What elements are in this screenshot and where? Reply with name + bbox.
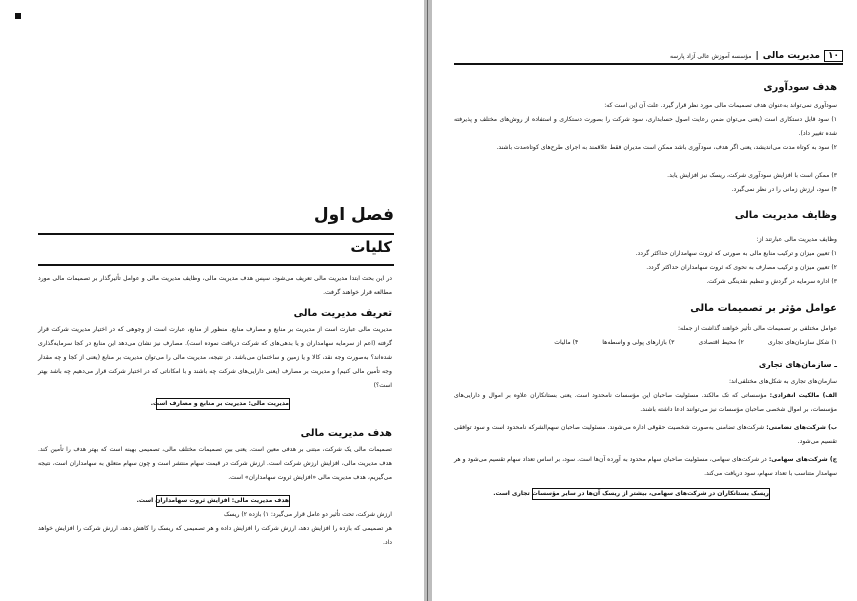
duties-item-1: ۱) تعیین میزان و ترکیب منابع مالی به صورتی که ثروت سهامداران حداکثر گردد. (635, 250, 837, 257)
factors-heading: عوامل مؤثر بر تصمیمات مالی (690, 303, 837, 314)
profit-item-2: ۲) سود به کوتاه مدت می‌اندیشد، یعنی اگر هدف، سودآوری باشد ممکن است مدیران فقط علاقمند به اجرای طرح‌های کوتاه‌مدت باشند. (496, 144, 837, 151)
definition-heading: تعریف مدیریت مالی (293, 308, 392, 319)
duties-heading: وظایف مدیریت مالی (734, 210, 837, 221)
org-heading: ـ سازمان‌های تجاری (758, 360, 837, 369)
goal-tail-1: ارزش شرکت، تحت تأثیر دو عامل قرار می‌گیرد: ۱) بازده ۲) ریسک (223, 511, 392, 518)
definition-box: مدیریت مالی: مدیریت بر منابع و مصارف است. (156, 398, 290, 410)
org-b-label: ب) شرکت‌های تضامنی: (766, 424, 837, 431)
book-gutter (424, 0, 432, 601)
running-header (670, 50, 843, 62)
profit-intro: سودآوری نمی‌تواند به‌عنوان هدف تصمیمات مالی مورد نظر قرار گیرد. علت آن این است که: (604, 102, 837, 109)
org-a-label: الف) مالکیت انفرادی: (769, 392, 838, 399)
section-title: کلیات (350, 238, 392, 256)
chapter-title: فصل اول (313, 205, 394, 225)
header-subtitle: مؤسسه آموزش عالی آزاد پارسه (669, 52, 752, 60)
org-a-text: مؤسساتی که تک مالکند. مسئولیت صاحبان این مؤسسات نامحدود است. یعنی بستانکاران علاوه بر اموال و دارایی‌های مؤسسات، بر اموال شخصی صاحبان مؤسسات نیز می‌توانند ادعا داشته باشند. (454, 392, 837, 413)
duties-item-3: ۳) اداره سرمایه در گردش و تنظیم نقدینگی شرکت. (706, 278, 837, 285)
profit-item-3: ۳) ممکن است با افزایش سودآوری شرکت، ریسک نیز افزایش یابد. (667, 172, 837, 179)
header-rule (454, 63, 843, 65)
org-c (454, 453, 837, 481)
profit-heading: هدف سودآوری (763, 82, 837, 93)
intro-paragraph: در این بحث ابتدا مدیریت مالی تعریف می‌شود، سپس هدف مدیریت مالی، وظایف مدیریت مالی و عوامل تأثیرگذار بر تصمیمات مالی مورد مطالعه قرار خواهند گرفت. (38, 275, 392, 296)
chapter-rule (38, 233, 394, 235)
section-rule (38, 264, 394, 266)
right-page (432, 0, 857, 601)
gutter-line (427, 0, 428, 601)
definition-paragraph: مدیریت مالی عبارت است از مدیریت بر منابع و مصارف منابع. منظور از منابع، عبارت است از وجوهی که در اختیار مدیریت شرکت قرار گرفته (اعم از سرمایه سهامداران و یا بدهی‌های که شرکت دریافت نموده است). مصارف نیز نشان می‌دهد این منابع در کجا سرمایه‌گذاری شده‌اند؟ به‌صورت وجه نقد، کالا و یا زمین و ساختمان می‌باشد. در نتیجه، مدیریت مالی را می‌توان مدیریت بر منابع (یعنی از کجا و چه مقدار وجه تأمین مالی کنیم) و مدیریت بر مصارف (یعنی دارایی‌های شرکت چه باشند و با امکاناتی که در اختیار شرکت قرار می‌دهیم چه باشد بهتر است؟) (38, 326, 392, 389)
org-c-label: ج) شرکت‌های سهامی: (768, 456, 838, 463)
duties-intro: وظایف مدیریت مالی عبارتند از: (756, 236, 837, 243)
duties-item-2: ۲) تعیین میزان و ترکیب مصارف به نحوی که ثروت سهامداران حداکثر گردد. (646, 264, 837, 271)
org-box: ریسک بستانکاران در شرکت‌های سهامی، بیشتر از ریسک آن‌ها در سایر مؤسسات تجاری است. (532, 488, 770, 500)
org-b (454, 421, 837, 449)
org-b-text: شرکت‌های تضامنی به‌صورت شخصیت حقوقی اداره می‌شوند. مسئولیت صاحبان سهم‌الشرکه نامحدود است و سود توافقی تقسیم می‌شود. (454, 424, 837, 445)
corner-mark (15, 13, 21, 19)
factor-item: ۲) محیط اقتصادی (698, 339, 744, 346)
factor-item: ۴) مالیات (554, 339, 579, 346)
factor-item: ۱) شکل سازمان‌های تجاری (767, 339, 837, 346)
goal-heading: هدف مدیریت مالی (300, 428, 392, 439)
header-separator: | (755, 51, 759, 61)
goal-tail-2: هر تصمیمی که بازده را افزایش دهد، ارزش شرکت را افزایش داده و هر تصمیمی که ریسک را کاهش دهد، ارزش شرکت را افزایش خواهد داد. (38, 525, 392, 546)
profit-item-1: ۱) سود قابل دستکاری است (یعنی می‌توان ضمن رعایت اصول حسابداری، سود شرکت را بصورت دستکاری و استفاده از روش‌های مختلف و پذیرفته شده تغییر داد). (454, 116, 837, 137)
goal-paragraph: تصمیمات مالی یک شرکت، مبتنی بر هدفی معین است. یعنی بین تصمیمات مختلف مالی، تصمیمی بهینه است که بهتر هدف را تأمین کند. هدف مدیریت مالی، افزایش ارزش شرکت است. ارزش شرکت در قیمت سهام منتشر است و چون سهام متعلق به سهامداران است، نتیجه می‌گیریم، هدف مدیریت مالی «افزایش ثروت سهامداران» است. (38, 446, 392, 481)
left-page (0, 0, 424, 601)
factor-item: ۳) بازارهای پولی و واسطه‌ها (602, 339, 675, 346)
profit-item-4: ۴) سود، ارزش زمانی را در نظر نمی‌گیرد. (731, 186, 837, 193)
factors-list (454, 336, 837, 350)
goal-box: هدف مدیریت مالی: افزایش ثروت سهامداران است. (156, 495, 290, 507)
org-intro: سازمان‌های تجاری به شکل‌های مختلفی‌اند: (728, 378, 837, 385)
header-title: مدیریت مالی (762, 51, 820, 61)
page-number: ۱۰ (824, 50, 843, 62)
org-c-text: در شرکت‌های سهامی، مسئولیت صاحبان سهام محدود به آورده آن‌ها است. سود، بر اساس تعداد سهام تقسیم می‌شود و هر سهامدار متناسب با تعداد سهام، سود دریافت می‌کند. (454, 456, 837, 477)
factors-intro: عوامل مختلفی بر تصمیمات مالی تأثیر خواهند گذاشت از جمله: (677, 325, 837, 332)
org-a (454, 389, 837, 417)
